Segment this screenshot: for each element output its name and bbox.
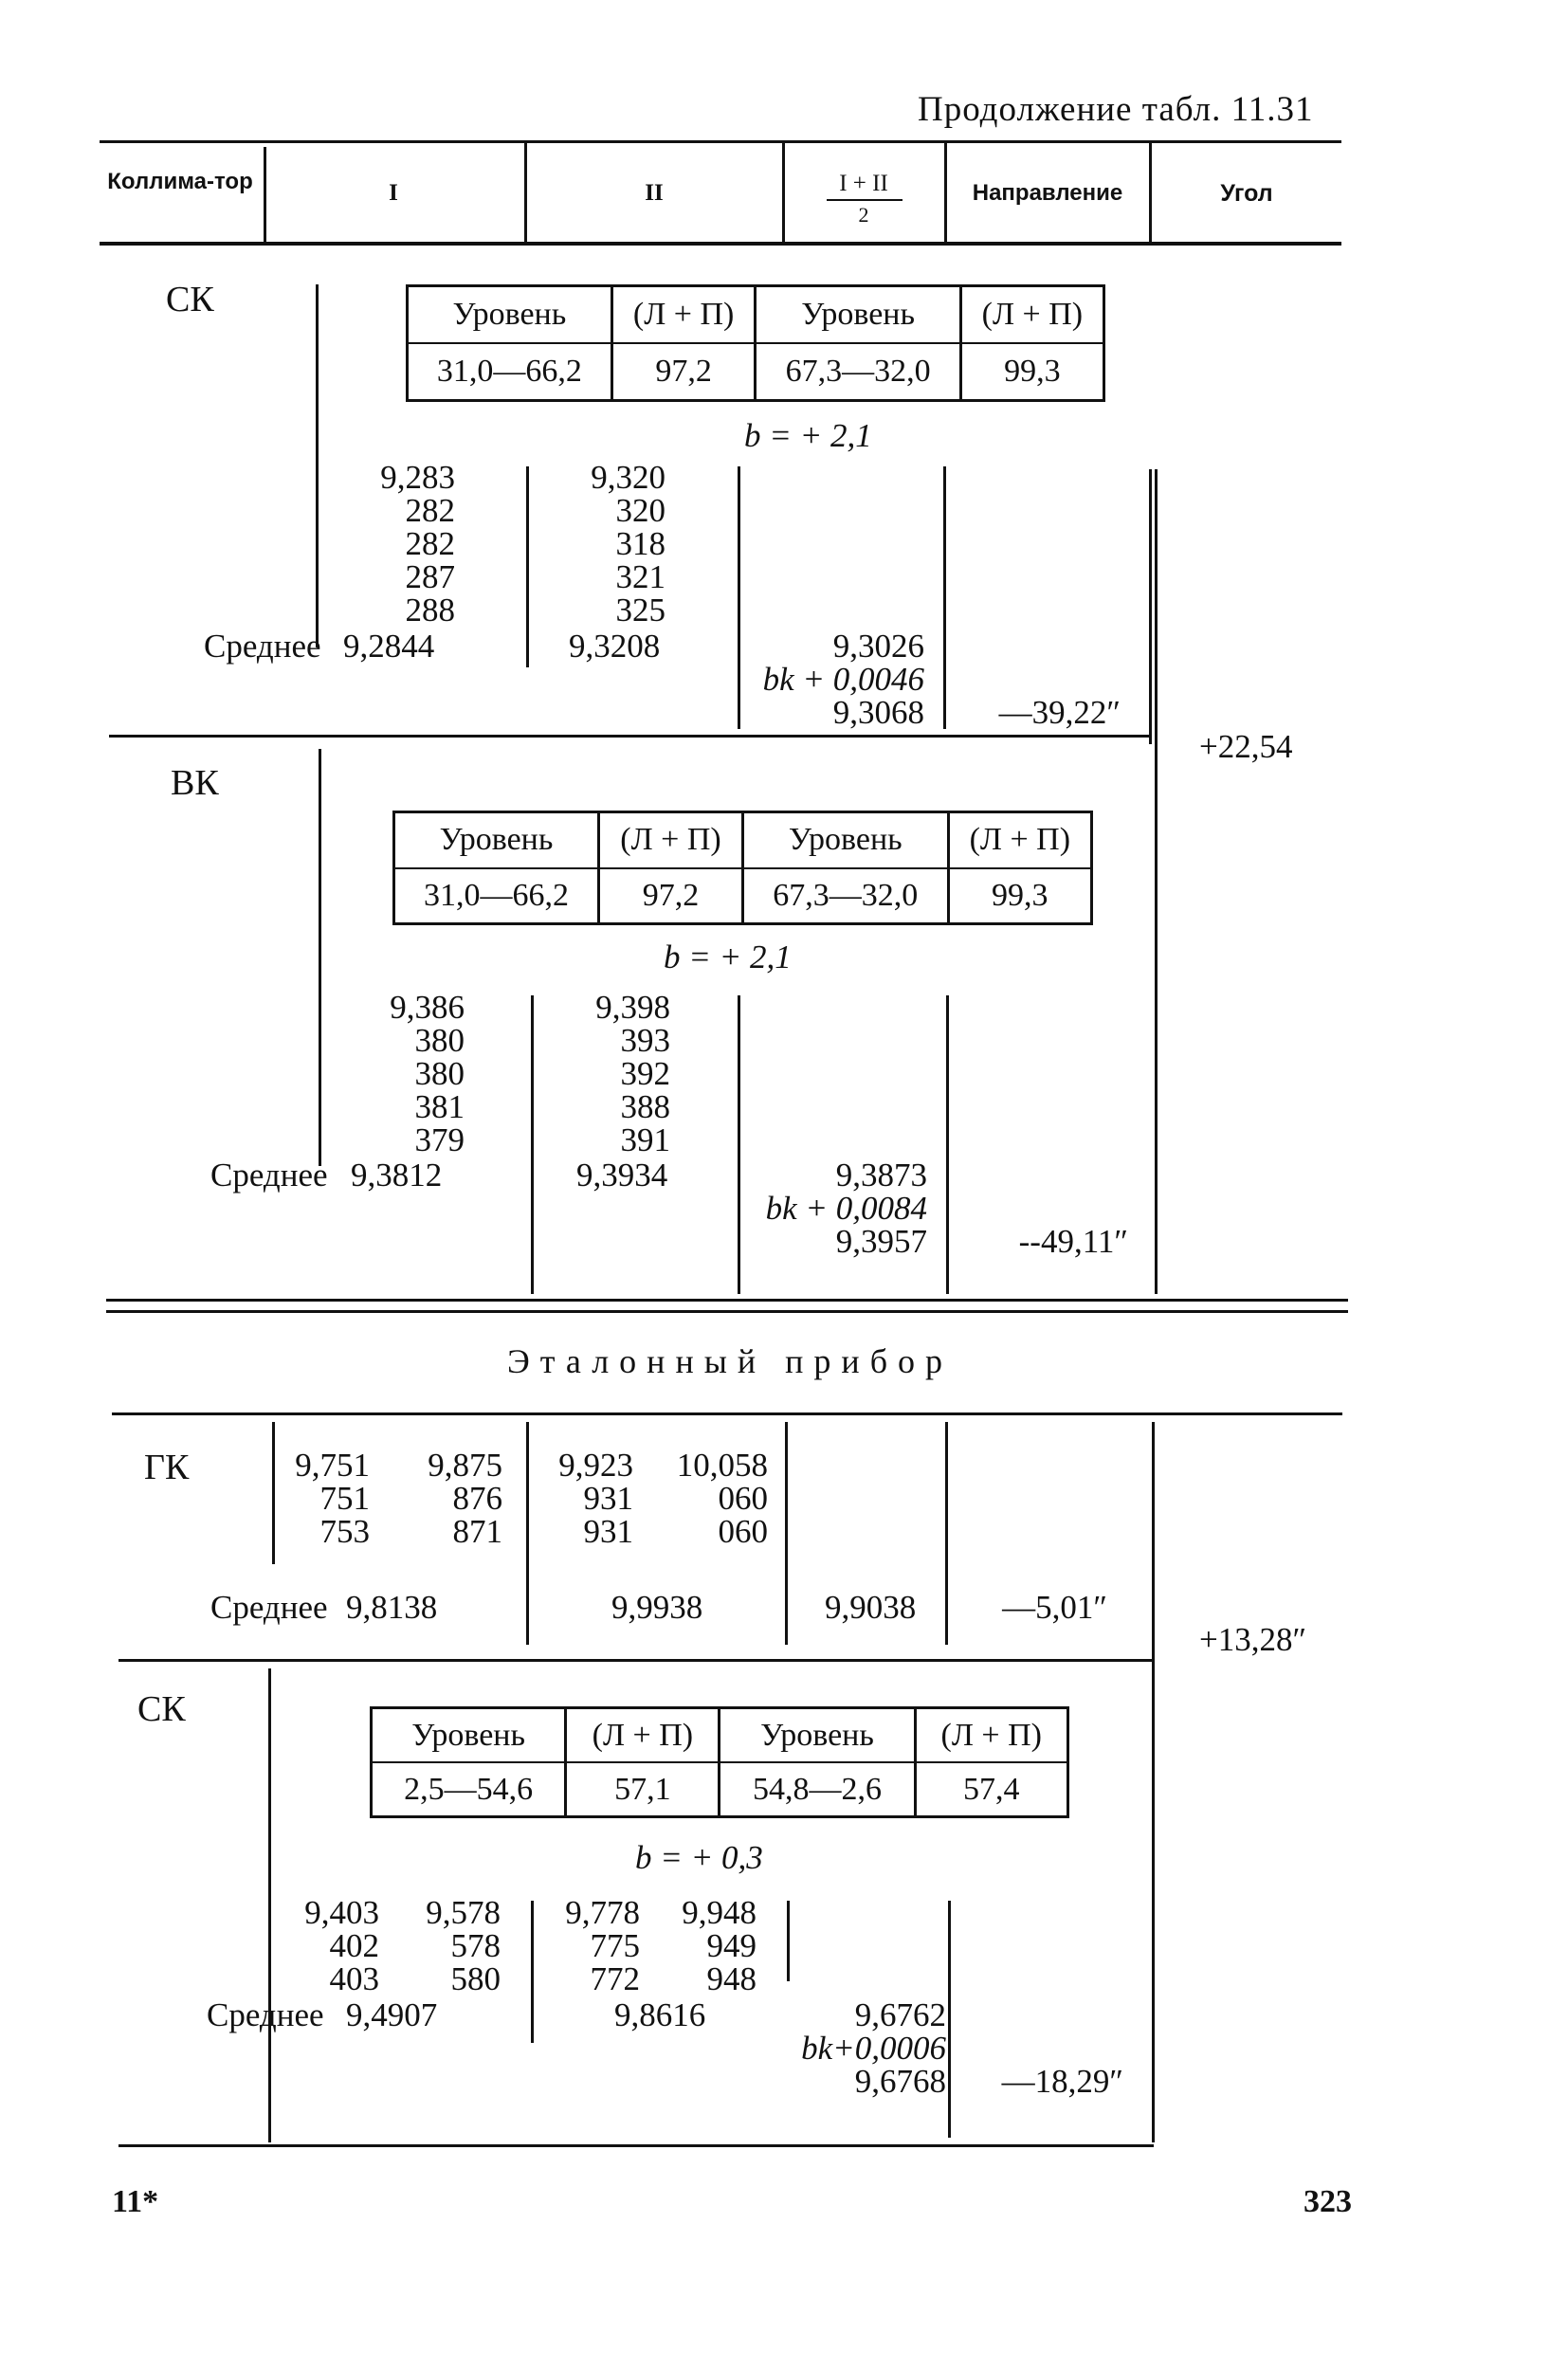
section-title: Эталонный прибор (506, 1342, 954, 1380)
header-bottom-rule (100, 242, 1341, 246)
level-header: Уровень (395, 813, 599, 868)
reading-i-b: 9,578 (426, 1894, 501, 1931)
collimator-sk-label: СК (166, 280, 214, 319)
avg-corrected: 9,6768 (854, 2063, 946, 2100)
level-header: (Л + П) (599, 813, 743, 868)
level-value: 54,8—2,6 (720, 1762, 915, 1815)
fraction-bar (827, 199, 903, 201)
reading-ii-a: 931 (583, 1480, 633, 1517)
avg-value: 9,3873 (835, 1157, 927, 1194)
column-divider (531, 995, 534, 1294)
reading-i-a: 402 (329, 1927, 379, 1964)
reading-i-b: 876 (452, 1480, 502, 1517)
b-value: b = + 2,1 (664, 938, 792, 975)
reading-i-a: 751 (319, 1480, 370, 1517)
reading-ii-a: 775 (590, 1927, 640, 1964)
reading-ii-a: 931 (583, 1513, 633, 1550)
level-value: 97,2 (611, 343, 756, 399)
reading-i: 288 (405, 592, 455, 629)
column-divider (1149, 469, 1152, 744)
level-table-vk (392, 811, 1093, 925)
reading-ii: 393 (620, 1022, 670, 1059)
column-divider (785, 1422, 788, 1645)
block-separator (119, 1659, 1152, 1662)
reading-ii: 392 (620, 1055, 670, 1092)
level-value: 99,3 (960, 343, 1103, 399)
avg-corrected: 9,3068 (832, 694, 924, 731)
collimator-vk-label: ВК (171, 763, 219, 803)
column-divider (531, 1901, 534, 2043)
signature-mark: 11* (112, 2184, 159, 2219)
reading-ii-b: 060 (718, 1513, 768, 1550)
level-header: (Л + П) (948, 813, 1090, 868)
reading-i-b: 871 (452, 1513, 502, 1550)
reading-ii-b: 10,058 (676, 1447, 768, 1484)
reading-ii: 9,320 (591, 459, 665, 496)
level-header: (Л + П) (960, 287, 1103, 343)
bk-correction: bk + 0,0046 (762, 661, 924, 698)
mean-ii: 9,3208 (569, 628, 661, 665)
header-col2: II (645, 180, 664, 206)
mean-label: Среднее (204, 628, 321, 665)
reading-ii: 325 (615, 592, 665, 629)
reading-ii-b: 948 (706, 1960, 757, 1997)
b-value: b = + 2,1 (744, 417, 872, 454)
level-header: Уровень (373, 1709, 566, 1762)
level-header: Уровень (756, 287, 960, 343)
page-number: 323 (1304, 2184, 1352, 2219)
header-collimator: Коллима-тор (107, 169, 253, 194)
level-header: Уровень (720, 1709, 915, 1762)
level-value: 97,2 (599, 868, 743, 923)
reading-ii: 388 (620, 1088, 670, 1125)
level-header: Уровень (742, 813, 948, 868)
block-separator (109, 735, 1149, 738)
level-value: 67,3—32,0 (742, 868, 948, 923)
reading-i: 9,283 (380, 459, 455, 496)
mean-label: Среднее (210, 1157, 328, 1194)
direction-value: --49,11″ (1018, 1223, 1128, 1260)
mean-label: Среднее (207, 1996, 324, 2033)
column-divider (526, 466, 529, 667)
reading-i: 287 (405, 558, 455, 595)
bk-correction: bk+0,0006 (801, 2030, 946, 2067)
reading-i-a: 753 (319, 1513, 370, 1550)
mean-i: 9,2844 (343, 628, 435, 665)
reading-ii: 320 (615, 492, 665, 529)
level-value: 57,1 (566, 1762, 720, 1815)
angle-value: +22,54 (1199, 728, 1293, 765)
level-header: Уровень (409, 287, 611, 343)
bk-correction: bk + 0,0084 (765, 1190, 927, 1227)
column-divider (787, 1901, 790, 1981)
level-table-sk (406, 284, 1105, 402)
reading-i: 379 (414, 1121, 465, 1158)
avg-value: 9,6762 (854, 1996, 946, 2033)
reading-ii: 318 (615, 525, 665, 562)
avg-corrected: 9,3957 (835, 1223, 927, 1260)
reading-i-b: 9,875 (428, 1447, 502, 1484)
header-avg-numerator: I + II (839, 171, 888, 196)
level-header: (Л + П) (915, 1709, 1067, 1762)
reading-ii-b: 9,948 (682, 1894, 757, 1931)
reading-i: 282 (405, 492, 455, 529)
reading-i-b: 578 (450, 1927, 501, 1964)
avg-value: 9,9038 (825, 1589, 917, 1626)
collimator-gk-label: ГК (144, 1448, 190, 1487)
angle-value: +13,28″ (1199, 1621, 1307, 1658)
double-rule-bottom (106, 1310, 1348, 1313)
reading-i-a: 9,751 (295, 1447, 370, 1484)
header-top-rule (100, 140, 1341, 143)
header-avg-denominator: 2 (858, 203, 869, 227)
reading-i: 380 (414, 1022, 465, 1059)
column-divider (943, 466, 946, 729)
reading-ii: 321 (615, 558, 665, 595)
header-angle: Угол (1220, 180, 1273, 207)
mean-i: 9,4907 (346, 1996, 438, 2033)
mean-ii: 9,9938 (611, 1589, 703, 1626)
column-divider (948, 1901, 951, 2138)
level-value: 67,3—32,0 (756, 343, 960, 399)
reading-ii: 9,398 (595, 989, 670, 1026)
level-value: 57,4 (915, 1762, 1067, 1815)
direction-value: —39,22″ (998, 694, 1121, 731)
level-value: 31,0—66,2 (424, 877, 570, 913)
reading-ii-b: 060 (718, 1480, 768, 1517)
collimator-sk2-label: СК (137, 1689, 186, 1729)
table-caption: Продолжение табл. 11.31 (918, 90, 1314, 129)
block-divider (319, 749, 321, 1166)
reading-i-a: 9,403 (304, 1894, 379, 1931)
reading-ii: 391 (620, 1121, 670, 1158)
reading-i: 381 (414, 1088, 465, 1125)
mean-ii: 9,3934 (576, 1157, 668, 1194)
reading-ii-a: 9,923 (558, 1447, 633, 1484)
header-col1: I (389, 180, 398, 206)
mean-i: 9,3812 (351, 1157, 443, 1194)
reading-i: 282 (405, 525, 455, 562)
reading-i-b: 580 (450, 1960, 501, 1997)
reading-ii-a: 9,778 (565, 1894, 640, 1931)
header-direction: Направление (972, 180, 1123, 206)
angle-column-line (1152, 1422, 1155, 2142)
block-divider (268, 1668, 271, 2142)
reading-i-a: 403 (329, 1960, 379, 1997)
level-value: 2,5—54,6 (404, 1771, 534, 1807)
level-value: 31,0—66,2 (436, 354, 582, 389)
double-rule-top (106, 1299, 1348, 1302)
level-header: (Л + П) (611, 287, 756, 343)
level-table-sk2 (370, 1706, 1069, 1818)
b-value: b = + 0,3 (635, 1839, 763, 1876)
level-header: (Л + П) (566, 1709, 720, 1762)
block-divider (316, 284, 319, 647)
section-rule (112, 1412, 1342, 1415)
mean-ii: 9,8616 (614, 1996, 706, 2033)
mean-label: Среднее (210, 1589, 328, 1626)
reading-i: 380 (414, 1055, 465, 1092)
reading-i: 9,386 (390, 989, 465, 1026)
angle-column-line (1155, 469, 1158, 1294)
reading-ii-a: 772 (590, 1960, 640, 1997)
column-divider (526, 1422, 529, 1645)
level-value: 99,3 (948, 868, 1090, 923)
reading-ii-b: 949 (706, 1927, 757, 1964)
table-bottom-rule (119, 2144, 1154, 2147)
avg-value: 9,3026 (832, 628, 924, 665)
mean-i: 9,8138 (346, 1589, 438, 1626)
direction-value: —18,29″ (1001, 2063, 1123, 2100)
direction-value: —5,01″ (1002, 1589, 1107, 1626)
